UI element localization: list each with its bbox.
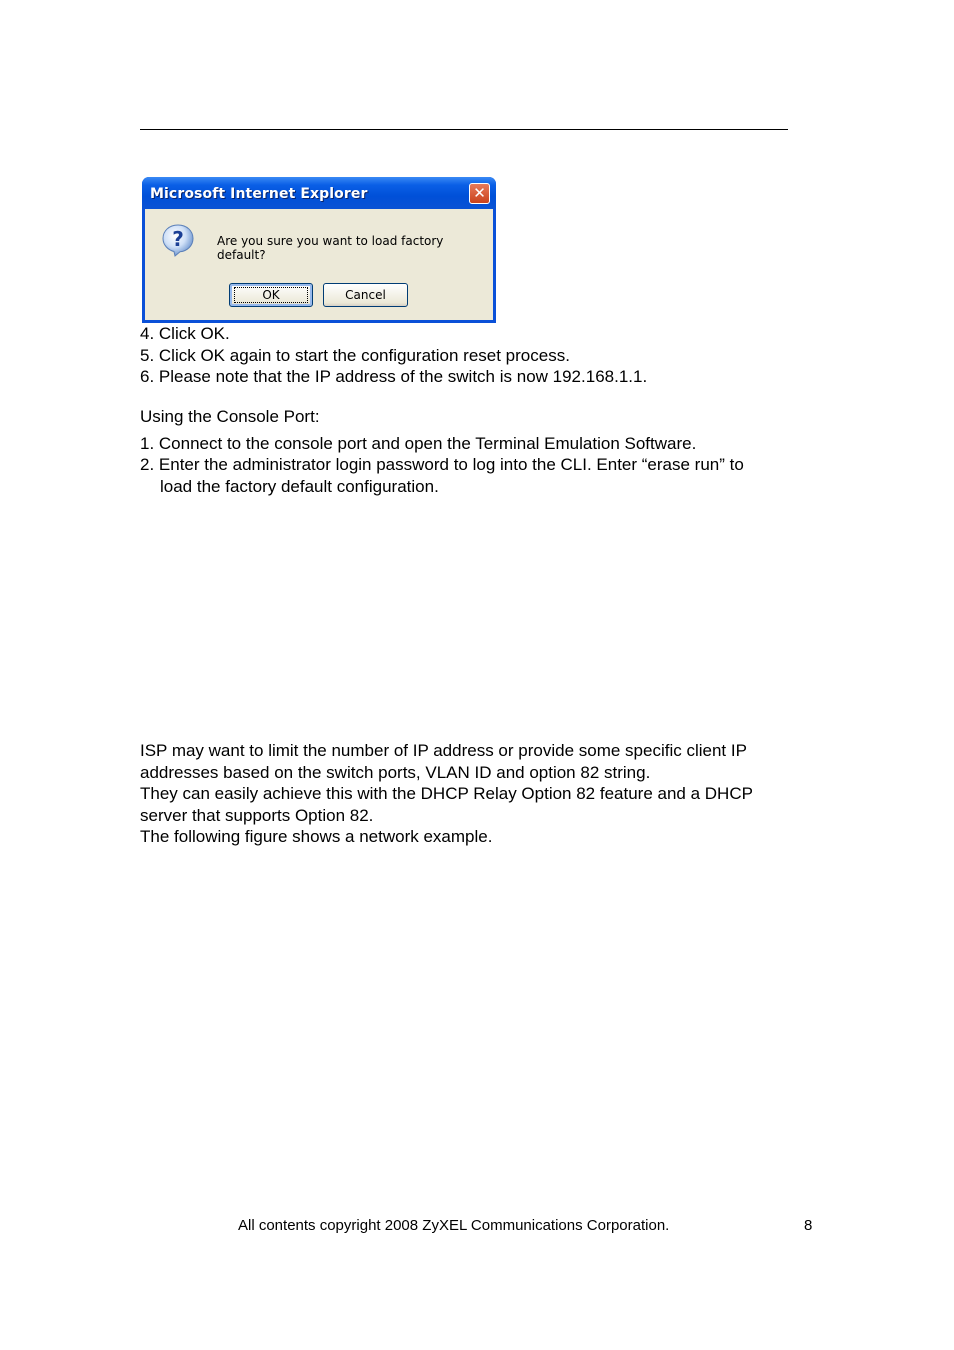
step-6: 6. Please note that the IP address of the switch is now 192.168.1.1. bbox=[140, 367, 648, 386]
console-heading: Using the Console Port: bbox=[140, 407, 320, 426]
dialog-title: Microsoft Internet Explorer bbox=[150, 186, 368, 202]
paragraph-line-1: ISP may want to limit the number of IP address or provide some specific client IP bbox=[140, 741, 747, 760]
step-5: 5. Click OK again to start the configuration reset process. bbox=[140, 346, 570, 365]
cancel-button-label: Cancel bbox=[345, 288, 386, 302]
footer-copyright: All contents copyright 2008 ZyXEL Communications Corporation. bbox=[238, 1217, 670, 1234]
header-rule bbox=[140, 129, 788, 130]
console-step-1: 1. Connect to the console port and open the Terminal Emulation Software. bbox=[140, 434, 697, 453]
ok-button-label: OK bbox=[262, 288, 280, 302]
paragraph-line-5: The following figure shows a network example. bbox=[140, 827, 493, 846]
paragraph-line-4: server that supports Option 82. bbox=[140, 806, 374, 825]
console-step-2-cont: load the factory default configuration. bbox=[160, 477, 439, 496]
dialog-message: Are you sure you want to load factory default? bbox=[217, 234, 444, 262]
step-4: 4. Click OK. bbox=[140, 324, 230, 343]
close-icon[interactable]: ✕ bbox=[469, 183, 490, 204]
dialog-body bbox=[145, 209, 493, 320]
paragraph-line-3: They can easily achieve this with the DHCP Relay Option 82 feature and a DHCP bbox=[140, 784, 753, 803]
page-number: 8 bbox=[804, 1217, 813, 1234]
ok-button[interactable] bbox=[229, 283, 313, 307]
focus-ring bbox=[234, 287, 308, 303]
dialog-titlebar[interactable] bbox=[142, 177, 496, 209]
svg-text:?: ? bbox=[172, 227, 184, 251]
console-step-2: 2. Enter the administrator login password to log into the CLI. Enter “erase run” to bbox=[140, 455, 744, 474]
confirm-dialog bbox=[142, 177, 496, 323]
cancel-button[interactable] bbox=[323, 283, 408, 307]
paragraph-line-2: addresses based on the switch ports, VLAN ID and option 82 string. bbox=[140, 763, 651, 782]
question-icon bbox=[161, 223, 195, 257]
